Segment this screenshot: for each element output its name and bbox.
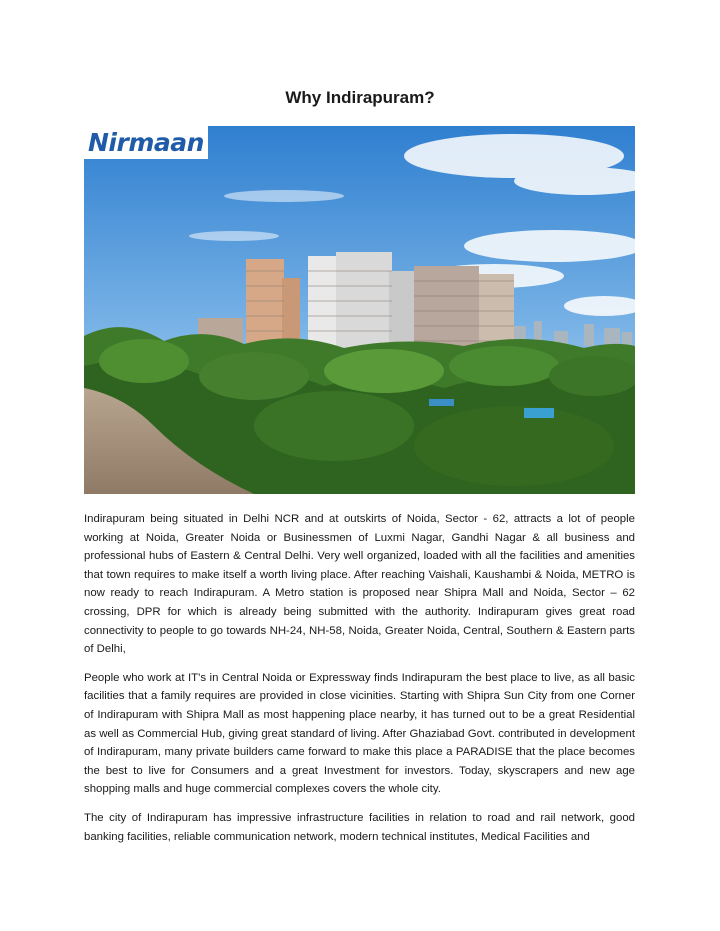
cityscape-photo	[84, 126, 635, 494]
paragraph-1: Indirapuram being situated in Delhi NCR and at outskirts of Noida, Sector - 62, attracts a lot of people working at Noida, Greater Noida or Businessmen of Luxmi Nagar, Gandhi Nagar & all business and professional hubs of Eastern & Central Delhi. Very well organized, loaded with all the facilities and amenities that town requires to make itself a worth living place. After reaching Vaishali, Kaushambi & Noida, METRO is now ready to reach Indirapuram. A Metro station is proposed near Shipra Mall and Noida, Sector – 62 crossing, DPR for which is already being submitted with the authority. Indirapuram gives great road connectivity to people to go towards NH-24, NH-58, Noida, Greater Noida, Central, Southern & Eastern parts of Delhi,	[84, 513, 635, 656]
page-title: Why Indirapuram?	[285, 88, 435, 107]
paragraph-3: The city of Indirapuram has impressive infrastructure facilities in relation to road and rail network, good banking facilities, reliable communication network, modern technical institutes, Medical Facilities and	[84, 811, 635, 843]
cityscape-illustration	[84, 126, 635, 494]
article-body	[84, 510, 635, 856]
paragraph-2: People who work at IT's in Central Noida or Expressway finds Indirapuram the best place to live, as all basic facilities that a family requires are provided in close vicinities. Starting with Shipra Sun City from one Corner of Indirapuram with Shipra Mall as most happening place nearby, it has turned out to be a great Residential as well as Commercial Hub, giving great standard of living. After Ghaziabad Govt. contributed in development of Indirapuram, many private builders came forward to make this place a PARADISE that the place becomes the best to live for Consumers and a great Investment for investors. Today, skyscrapers and new age shopping malls and huge commercial complexes covers the whole city.	[84, 671, 635, 796]
nirmaan-logo: Nirmaan	[84, 126, 208, 159]
